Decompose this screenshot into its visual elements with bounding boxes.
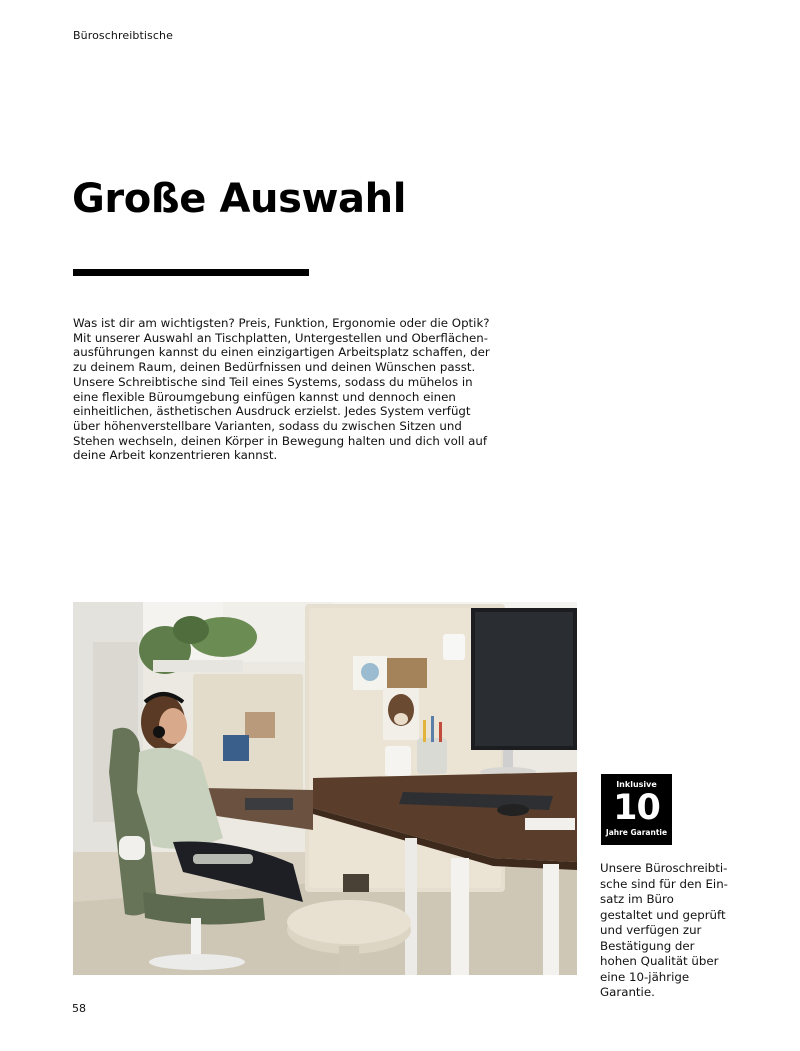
office-desk-photo [73,602,577,975]
guarantee-badge-number: 10 [613,788,660,828]
title-rule [73,269,309,276]
guarantee-badge-bottom-label: Jahre Garantie [605,828,668,837]
guarantee-badge [601,774,672,845]
intro-paragraph: Was ist dir am wichtigsten? Preis, Funktion, Ergonomie oder die Optik? Mit unserer Auswahl an Tischplatten, Untergestellen und Oberflächenausführungen kannst du einen einzigartigen Arbeitsplatz schaffen, der zu deinem Raum, deinen Bedürfnissen und deinen Wünschen passt. Unsere Schreibtische sind Teil eines Systems, sodass du mühelos in eine flexible Büroumgebung einfügen kannst und dennoch einen einheitlichen, ästhetischen Ausdruck erzielst. Jedes System verfügt über höhenverstellbare Varianten, sodass du zwischen Sitzen und Stehen wechseln, deinen Körper in Bewegung halten und dich voll auf deine Arbeit konzentrieren kannst. [73,316,490,463]
page-title: Große Auswahl [72,176,407,222]
running-header: Büroschreibtische [73,29,173,42]
guarantee-note: Unsere Büroschreibtische sind für den Einsatz im Büro gestaltet und geprüft und verfügen zur Bestätigung der hohen Qualität über eine 10-jährige Garantie. [600,861,728,999]
page-number: 58 [72,1002,86,1015]
guarantee-badge-top-label: Inklusive [616,780,657,789]
